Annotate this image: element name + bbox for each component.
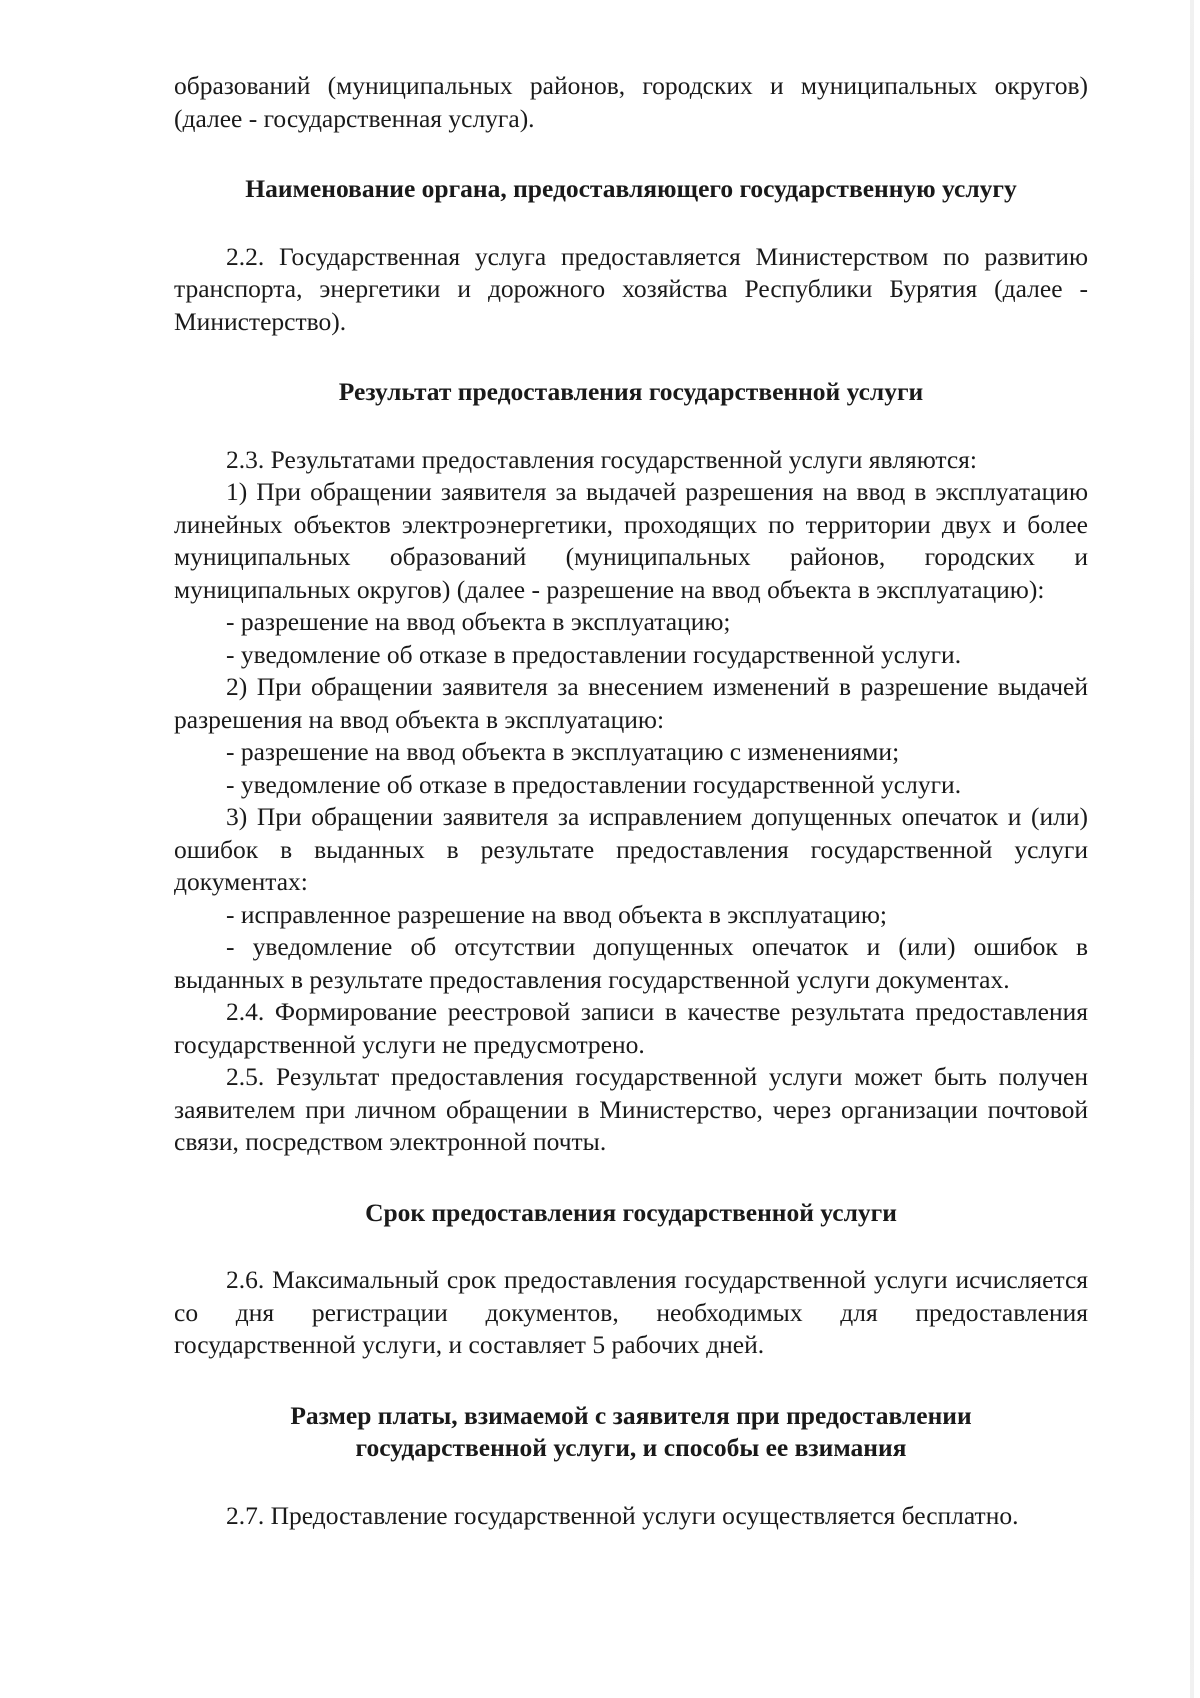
section-heading-fee-line-1: Размер платы, взимаемой с заявителя при предоставлении <box>290 1400 972 1430</box>
section-heading-result: Результат предоставления государственной услуги <box>338 377 924 406</box>
list-item-2-b: - уведомление об отказе в предоставлении государственной услуги. <box>226 769 962 799</box>
list-item-1-b: - уведомление об отказе в предоставлении государственной услуги. <box>226 639 962 669</box>
paragraph-2-2: 2.2. Государственная услуга предоставляется Министерством по развитию транспорта, энергетики и дорожного хозяйства Республики Бурятия (далее - Министерство). <box>174 241 1088 336</box>
paragraph-2-6: 2.6. Максимальный срок предоставления государственной услуги исчисляется со дня регистрации документов, необходимых для предоставления государственной услуги, и составляет 5 рабочих дней. <box>174 1265 1088 1359</box>
section-heading-fee-line-2: государственной услуги, и способы ее взимания <box>355 1433 907 1462</box>
section-heading-fee <box>174 1400 1088 1465</box>
paragraph-2-4: 2.4. Формирование реестровой записи в качестве результата предоставления государственной услуги не предусмотрено. <box>174 997 1088 1059</box>
scan-edge-shadow <box>1190 0 1194 1698</box>
section-heading-authority: Наименование органа, предоставляющего государственную услугу <box>245 174 1017 203</box>
intro-line-2: (далее - государственная услуга). <box>174 103 535 133</box>
list-item-2: 2) При обращении заявителя за внесением изменений в разрешение выдачей разрешения на ввод объекта в эксплуатацию: <box>174 672 1088 734</box>
paragraph-2-3: 2.3. Результатами предоставления государственной услуги являются: <box>226 444 977 474</box>
intro-line-1: образований (муниципальных районов, городских и муниципальных округов) <box>174 71 1088 100</box>
list-item-3-a: - исправленное разрешение на ввод объекта в эксплуатацию; <box>226 899 887 929</box>
section-heading-term: Срок предоставления государственной услуги <box>365 1197 897 1227</box>
list-item-3: 3) При обращении заявителя за исправлением допущенных опечаток и (или) ошибок в выданных в результате предоставления государственной услуги документах: <box>174 802 1088 896</box>
paragraph-2-5: 2.5. Результат предоставления государственной услуги может быть получен заявителем при личном обращении в Министерство, через организации почтовой связи, посредством электронной почты. <box>174 1062 1088 1156</box>
list-item-1-a: - разрешение на ввод объекта в эксплуатацию; <box>226 607 731 636</box>
list-item-1: 1) При обращении заявителя за выдачей разрешения на ввод в эксплуатацию линейных объектов электроэнергетики, проходящих по территории двух и более муниципальных образований (муниципальных районов, городских и муниципальных округов) (далее - разрешение на ввод объекта в эксплуатацию): <box>174 477 1088 604</box>
list-item-3-b: - уведомление об отсутствии допущенных опечаток и (или) ошибок в выданных в результате предоставления государственной услуги документах. <box>174 932 1088 994</box>
paragraph-2-7: 2.7. Предоставление государственной услуги осуществляется бесплатно. <box>226 1500 1019 1530</box>
list-item-2-a: - разрешение на ввод объекта в эксплуатацию с изменениями; <box>226 737 900 766</box>
